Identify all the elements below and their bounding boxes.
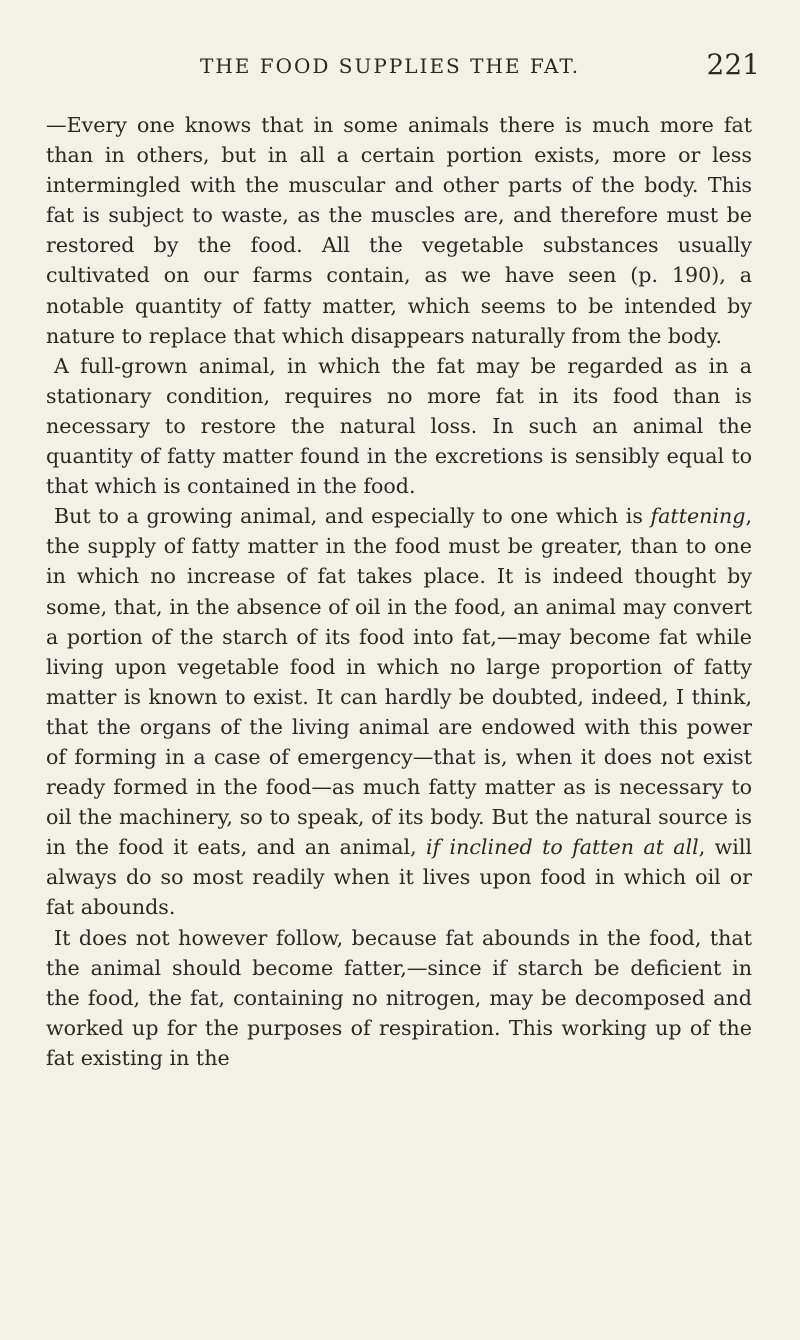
paragraph [46, 923, 752, 1073]
paragraph [46, 110, 752, 351]
page-header [0, 48, 800, 88]
text-segment: , the supply of fatty matter in the food must be greater, than to one in which no increase of fat takes place. It is indeed thought by some, that, in the absence of oil in the food, an animal may convert a portion of the starch of its food into fat,—may become fat while living upon vegetable food in which no large proportion of fatty matter is known to exist. It can hardly be doubted, indeed, I think, that the organs of the living animal are endowed with this power of forming in a case of emergency—that is, when it does not exist ready formed in the food—as much fatty matter as is necessary to oil the machinery, so to speak, of its body. But the natural source is in the food it eats, and an animal, [46, 504, 752, 860]
paragraph [46, 351, 752, 501]
text-segment: A full-grown animal, in which the fat may be regarded as in a stationary condition, requires no more fat in its food than is necessary to restore the natural loss. In such an animal the quantity of fatty matter found in the excretions is sensibly equal to that which is contained in the food. [46, 353, 752, 499]
text-segment: —Every one knows that in some animals there is much more fat than in others, but in all a certain portion exists, more or less intermingled with the muscular and other parts of the body. This fat is subject to waste, as the muscles are, and therefore must be restored by the food. All the vegetable substances usually cultivated on our farms contain, as we have seen (p. 190), a notable quantity of fatty matter, which seems to be intended by nature to replace that which disappears naturally from the body. [46, 113, 752, 348]
page-number: 221 [706, 48, 760, 81]
italic-emphasis: if inclined to fatten at all [426, 835, 699, 860]
text-segment: But to a growing animal, and especially to one which is [54, 504, 651, 529]
paragraph [46, 501, 752, 922]
text-segment: It does not however follow, because fat abounds in the food, that the animal should become fatter,—since if starch be deficient in the food, the fat, containing no nitrogen, may be decomposed and worked up for the purposes of respiration. This working up of the fat existing in the [46, 925, 752, 1070]
running-title: THE FOOD SUPPLIES THE FAT. [200, 54, 581, 78]
italic-emphasis: fattening [650, 504, 746, 529]
text-segment: , will always do so most readily when it lives upon food in which oil or fat abounds. [46, 835, 752, 920]
body-text [46, 110, 752, 1073]
